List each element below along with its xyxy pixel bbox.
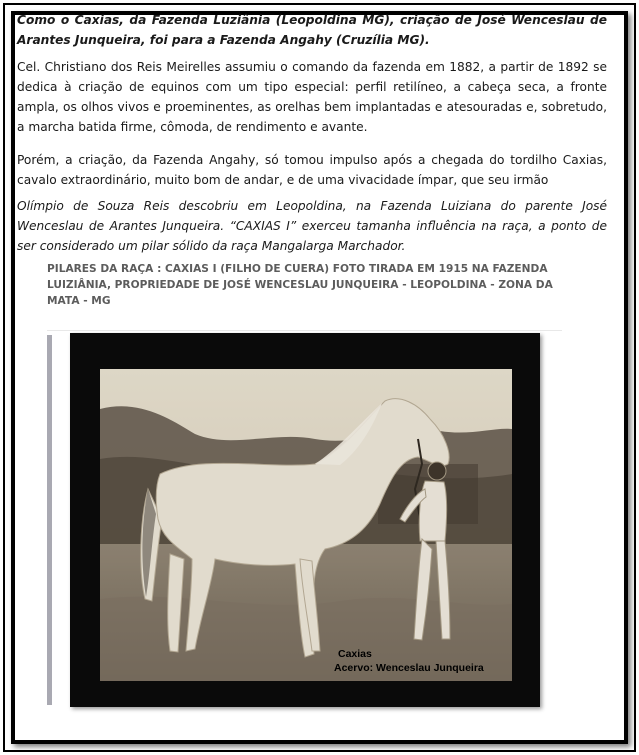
paragraph-caxias-influence: Olímpio de Souza Reis descobriu em Leopoldina, na Fazenda Luiziana do parente José Wenceslau de Arantes Junqueira. “CAXIAS I” exerceu tamanha influência na raça, a ponto de ser considerado um pilar sólido da raça Mangalarga Marchador. [17,199,607,253]
photo-name-label: Caxias [338,648,372,660]
photo-credit-label: Acervo: Wenceslau Junqueira [334,662,484,674]
photo-caption: PILARES DA RAÇA : CAXIAS I (FILHO DE CUERA) FOTO TIRADA EM 1915 NA FAZENDA LUIZIÂNIA, PROPRIEDADE DE JOSÉ WENCESLAU JUNQUEIRA - LEOPOLDINA - ZONA DA MATA - MG [47,263,553,307]
photo-sidebar-bar [47,335,52,705]
caption-divider [47,330,562,331]
historic-horse-photo [100,369,512,681]
paragraph-caxias-arrival: Porém, a criação, da Fazenda Angahy, só tomou impulso após a chegada do tordilho Caxias, cavalo extraordinário, muito bom de andar, e de uma vivacidade ímpar, que seu irmão [17,153,607,187]
paragraph-history: Cel. Christiano dos Reis Meirelles assumiu o comando da fazenda em 1882, a partir de 1892 se dedica à criação de equinos com um tipo especial: perfil retilíneo, a cabeça seca, a fronte ampla, os olhos vivos e proeminentes, as orelhas bem implantadas e atesouradas e, sobretudo, a marcha batida firme, cômoda, de rendimento e avante. [17,60,607,134]
headline: Como o Caxias, da Fazenda Luziânia (Leopoldina MG), criação de José Wenceslau de Arantes Junqueira, foi para a Fazenda Angahy (Cruzília MG). [17,13,607,47]
